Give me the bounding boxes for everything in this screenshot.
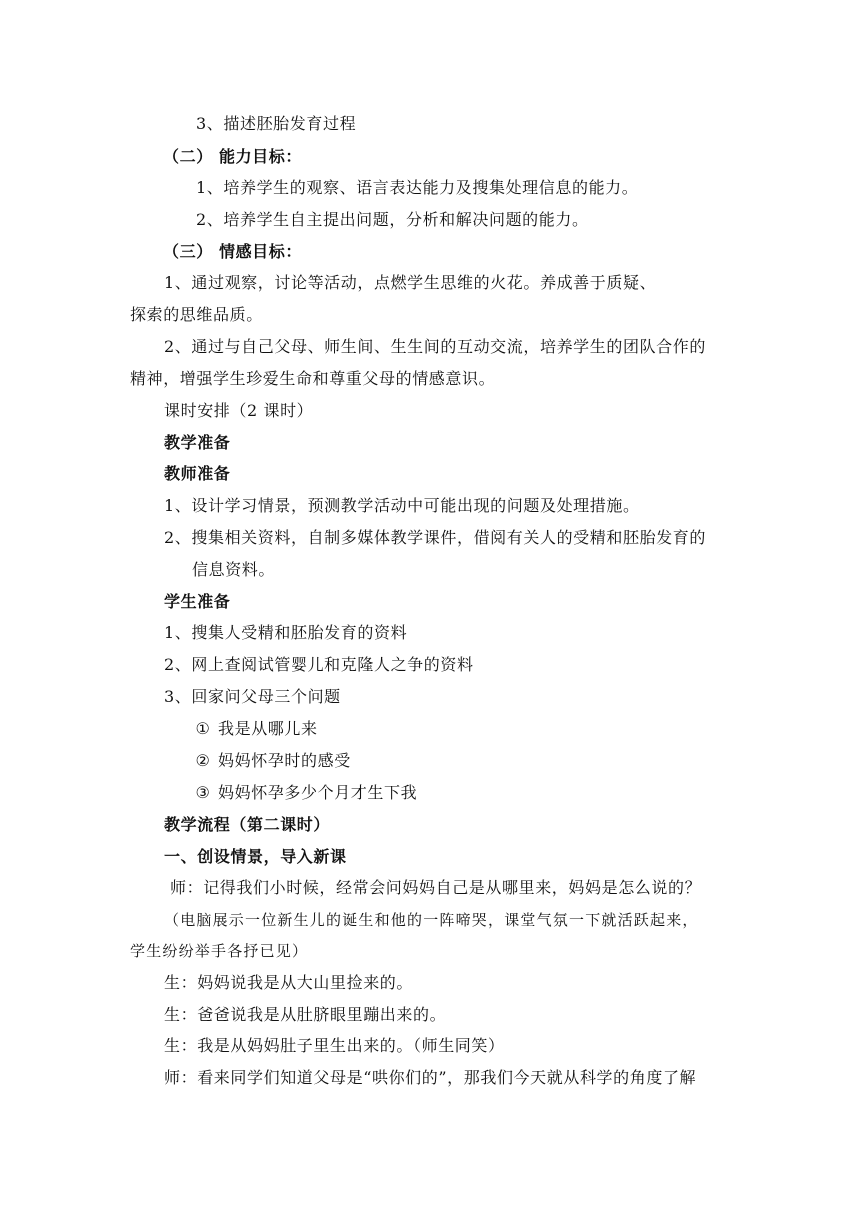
- section-heading: 教学准备: [164, 433, 231, 452]
- list-item-text: 妈妈怀孕时的感受: [218, 751, 351, 770]
- text-line: 1、通过观察，讨论等活动，点燃学生思维的火花。养成善于质疑、: [164, 273, 657, 292]
- text-line: 2、网上查阅试管婴儿和克隆人之争的资料: [164, 655, 474, 674]
- text-line: 课时安排（2 课时）: [164, 401, 314, 420]
- text-line: 1、搜集人受精和胚胎发育的资料: [164, 623, 408, 642]
- list-item: [194, 783, 417, 803]
- list-item-text: 妈妈怀孕多少个月才生下我: [218, 783, 418, 802]
- text-line: 生：我是从妈妈肚子里生出来的。（师生同笑）: [164, 1036, 505, 1055]
- list-marker: ①: [195, 719, 211, 738]
- list-item-text: 我是从哪儿来: [218, 719, 318, 738]
- text-line: 2、培养学生自主提出问题，分析和解决问题的能力。: [196, 210, 589, 229]
- text-line: 生：爸爸说我是从肚脐眼里蹦出来的。: [164, 1005, 447, 1024]
- section-heading: （三） 情感目标：: [163, 242, 302, 261]
- sub-heading: 一、创设情景，导入新课: [164, 847, 347, 866]
- text-line: 2、搜集相关资料，自制多媒体教学课件，借阅有关人的受精和胚胎发育的: [164, 528, 706, 547]
- text-line: （电脑展示一位新生儿的诞生和他的一阵啼哭，课堂气氛一下就活跃起来，: [164, 911, 699, 929]
- text-line: 探索的思维品质。: [130, 305, 263, 324]
- text-line: 师：看来同学们知道父母是“哄你们的”，那我们今天就从科学的角度了解: [164, 1068, 697, 1087]
- text-line: 生：妈妈说我是从大山里捡来的。: [164, 973, 414, 992]
- text-line: 1、培养学生的观察、语言表达能力及搜集处理信息的能力。: [196, 178, 639, 197]
- list-item: [194, 719, 318, 739]
- sub-heading: 教师准备: [164, 464, 231, 483]
- text-line: 精神，增强学生珍爱生命和尊重父母的情感意识。: [130, 369, 496, 388]
- text-line: 师：记得我们小时候，经常会问妈妈自己是从哪里来，妈妈是怎么说的？: [170, 878, 702, 897]
- section-heading: 教学流程（第二课时）: [164, 815, 331, 834]
- list-marker: ③: [195, 783, 211, 802]
- text-line: 学生纷纷举手各抒已见）: [130, 942, 309, 960]
- text-line: 2、通过与自己父母、师生间、生生间的互动交流，培养学生的团队合作的: [164, 337, 706, 356]
- text-line: 信息资料。: [192, 560, 276, 579]
- text-line: 1、设计学习情景，预测教学活动中可能出现的问题及处理措施。: [164, 496, 640, 515]
- text-line: 3、回家问父母三个问题: [164, 687, 341, 706]
- list-marker: ②: [195, 751, 211, 770]
- text-line: 3、描述胚胎发育过程: [196, 114, 357, 133]
- list-item: [194, 751, 351, 771]
- sub-heading: 学生准备: [164, 592, 231, 611]
- section-heading: （二） 能力目标：: [163, 147, 302, 166]
